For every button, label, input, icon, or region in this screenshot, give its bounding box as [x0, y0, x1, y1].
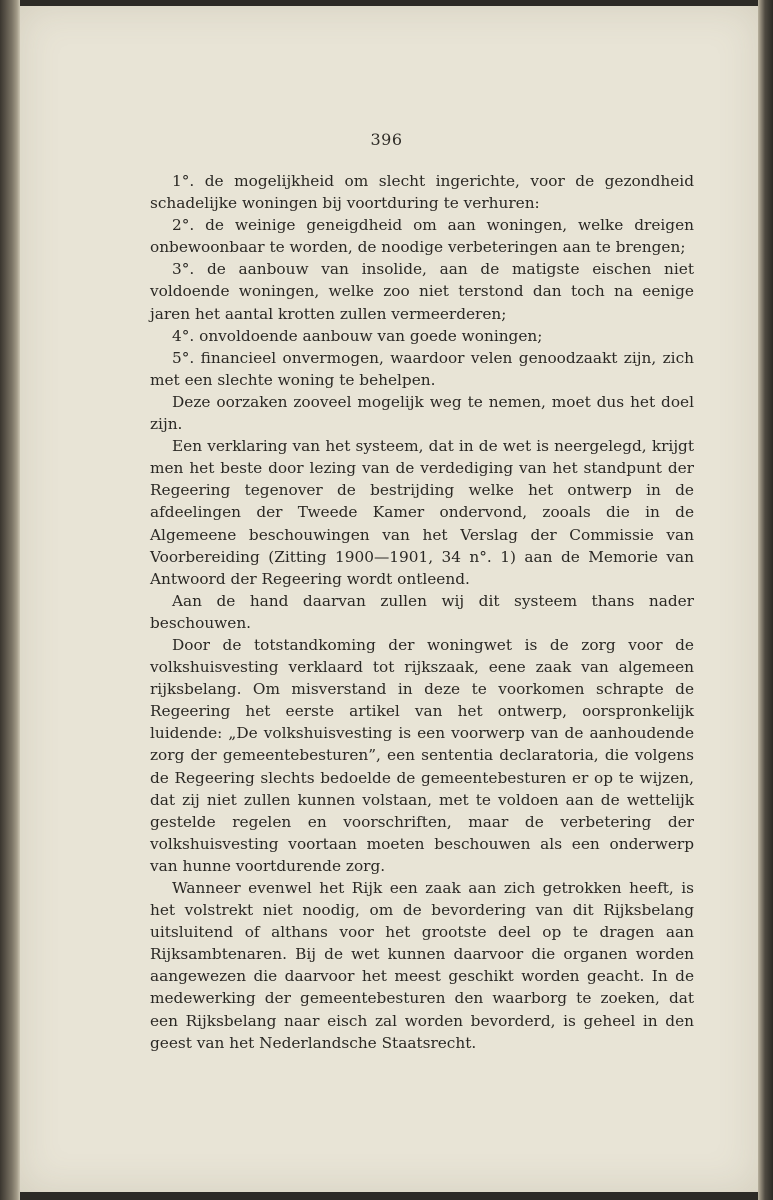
page-right-edge — [758, 0, 773, 1200]
page-number: 396 — [370, 130, 403, 149]
paragraph-rijksbelang: Wanneer evenwel het Rijk een zaak aan zich getrokken heeft, is het volstrekt niet noodig, om de bevordering van dit Rijksbelang uitsluitend of althans voor het grootste deel op te dragen aan Rijksambtenaren. Bij de wet kunnen daarvoor die organen worden aangewezen die daarvoor het meest geschikt worden geacht. In de medewerking der gemeentebesturen den waarborg te zoeken, dat een Rijksbelang naar eisch zal worden bevorderd, is geheel in den geest van het Nederlandsche Staatsrecht. — [150, 879, 694, 1052]
paragraph-cause-1: 1°. de mogelijkheid om slecht ingerichte, voor de gezondheid schadelijke woningen bij voortduring te verhuren: — [150, 172, 694, 213]
body-text — [150, 170, 694, 1054]
paragraph-cause-2: 2°. de weinige geneigdheid om aan woningen, welke dreigen onbewoonbaar te worden, de noodige verbeteringen aan te brengen; — [150, 216, 694, 257]
paragraph-goal: Deze oorzaken zooveel mogelijk weg te nemen, moet dus het doel zijn. — [150, 392, 694, 434]
book-binding-edge — [0, 0, 20, 1200]
paragraph-cause-3: 3°. de aanbouw van insolide, aan de matigste eischen niet voldoende woningen, welke zoo niet terstond dan toch na eenige jaren het aantal krotten zullen vermeerderen; — [150, 260, 694, 323]
paragraph-woningwet: Door de totstandkoming der woningwet is de zorg voor de volkshuisvesting verklaard tot rijkszaak, eene zaak van algemeen rijksbelang. Om misverstand in deze te voorkomen schrapte de Regeering het eerste artikel van het ontwerp, oorspronkelijk luidende: „De volkshuisvesting is een voorwerp van de aanhoudende zorg der gemeentebesturen”, een sententia declaratoria, die volgens de Regeering slechts bedoelde de gemeentebesturen er op te wijzen, dat zij niet zullen kunnen volstaan, met te voldoen aan de wettelijk gestelde regelen en voorschriften, maar de verbetering der volkshuisvesting voortaan moeten beschouwen als een onderwerp van hunne voortdurende zorg. — [150, 635, 694, 875]
paragraph-cause-5: 5°. financieel onvermogen, waardoor velen genoodzaakt zijn, zich met een slechte woning te behelpen. — [150, 348, 694, 389]
paragraph-system-explanation: Een verklaring van het systeem, dat in de wet is neergelegd, krijgt men het beste door lezing van de verdediging van het standpunt der Regeering tegenover de bestrijding welke het ontwerp in de afdeelingen der Tweede Kamer ondervond, zooals die in de Algemeene beschouwingen van het Verslag der Commissie van Voorbereiding (Zitting 1900—1901, 34 n°. 1) aan de Memorie van Antwoord der Regeering wordt ontleend. — [150, 437, 694, 588]
paragraph-system-intro: Aan de hand daarvan zullen wij dit systeem thans nader beschouwen. — [150, 591, 694, 632]
paragraph-cause-4: 4°. onvoldoende aanbouw van goede woningen; — [172, 326, 543, 345]
